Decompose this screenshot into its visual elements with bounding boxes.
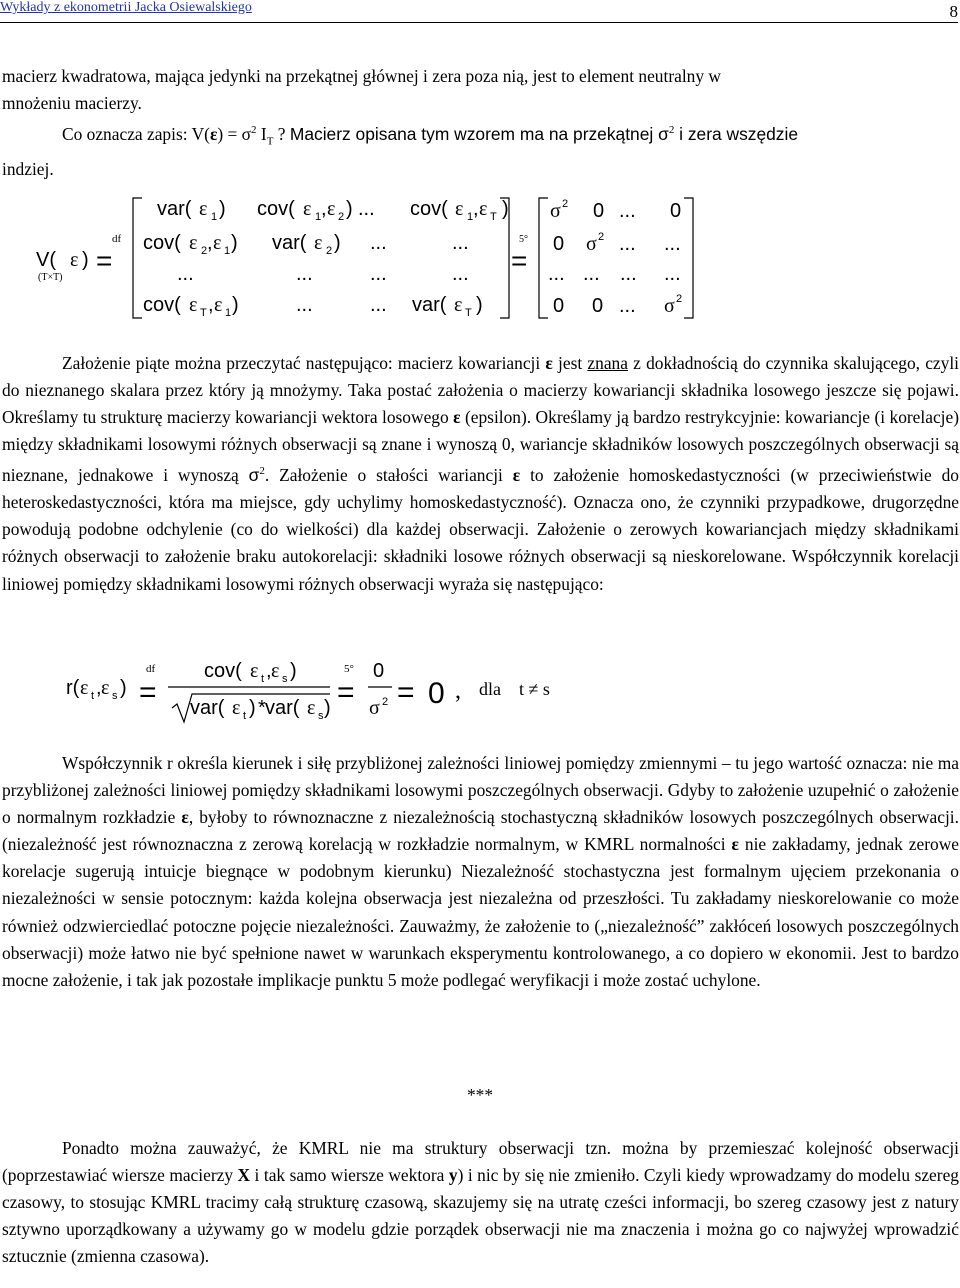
lhs-epsilon: ε (70, 249, 79, 271)
paragraph-intro: macierz kwadratowa, mająca jedynki na przekątnej głównej i zera poza nią, jest to element neutralny w mnożeniu macierzy. Co oznacza zapis: $V(\varepsilon) = \sigma^2$ $I_T$ ? Macierz opisana tym wzorem ma na przekątnej $\sigma^2$ i zera wszędzie indziej. (2, 66, 799, 179)
svg-text:2: 2 (382, 696, 389, 708)
m1-r2c3: ... (370, 232, 387, 254)
condition: t ≠ s (519, 679, 550, 699)
m2-r3c1: ... (548, 263, 565, 285)
svg-text:ε: ε (271, 660, 280, 682)
svg-text:ε: ε (214, 294, 223, 316)
numerator: cov( (204, 660, 242, 682)
equals-2: = (511, 245, 528, 276)
r-lhs: r( (66, 677, 80, 699)
paragraph-correlation: Współczynnik r określa kierunek i siłę przybliżonej zależności liniowej pomiędzy zmiennymi – tu jego wartość oznacza: nie ma przybliżonej zależności liniowej pomiędzy składnikami losowymi poszczególnych obserwacji. Gdyby to założenie uzupełnić o założenie o normalnym rozkładzie ε, byłoby to równoznaczne z niezależnością stochastyczną składników losowych poszczególnych obserwacji. (niezależność jest równoznaczna z zerową korelacją w rozkładzie normalnym, w KMRL normalności ε nie zakładamy, jednak zerowe korelacje sugerują intuicje biegnące w podobnym kierunku) Niezależność stochastyczna jest formalnym ujęciem przekonania o niezależności w sensie potocznym: każda kolejna obserwacja jest niezależna od przeszłości. Tu zakładamy nieskorelowanie co może również odzwierciedlać potoczne pojęcie niezależności. Zauważmy, że założenie to („niezależność” zakłóceń losowych poszczególnych obserwacji) może łatwo nie być spełnione nawet w warunkach eksperymentu kontrolowanego, a co dopiero w ekonomii. Jest to bardzo mocne założenie, i tak jak pozostałe implikacje punktu 5 może podlegać weryfikacji i może zostać uchylone. (2, 753, 959, 990)
df-label-2: df (146, 663, 156, 675)
svg-text:): ) (249, 697, 256, 719)
m1-r3c2: ... (296, 263, 313, 285)
m1-r2c2: var( (272, 232, 307, 254)
paragraph-assumption-5: Założenie piąte można przeczytać następująco: macierz kowariancji ε jest znana z dokładnością do czynnika skalującego, czyli do nieznanego skalara przez który ją mnożymy. Taka postać założenia o macierzy kowariancji składnika losowego jeszcze się pojawi. Określamy tu strukturę macierzy kowariancji wektora losowego ε (epsilon). Określamy ją bardzo restrykcyjnie: kowariancje (i korelacje) między składnikami losowymi różnych obserwacji są znane i wynoszą 0, wariancje składników losowych poszczególnych obserwacji są nieznane, jednakowe i wynoszą $\sigma^2$. Założenie o stałości wariancji ε to założenie homoskedastyczności (w przeciwieństwie do heteroskedastyczności, która ma miejsce, gdy uchylimy homoskedastyczność). Oznacza ono, że czynniki przypadkowe, drugorzędne powodują podobne odchylenie (co do wielkości) dla każdej obserwacji. Założenie o zerowych kowariancjach między składnikami różnych obserwacji to założenie braku autokorelacji: składniki losowe różnych obserwacji są nieskorelowane. Współczynnik korelacji liniowej pomiędzy składnikami losowymi różnych obserwacji wyraża się następująco: (2, 353, 960, 594)
lhs-dimension: (T×T) (38, 272, 63, 283)
svg-text:ε: ε (232, 697, 241, 719)
svg-text:): ) (232, 294, 239, 316)
m2-r2c3: ... (619, 233, 636, 255)
m2-r1c2: 0 (593, 200, 605, 222)
m1-r1c4: cov( (410, 198, 448, 220)
m2-r2c4: ... (664, 233, 681, 255)
svg-text:,: , (207, 232, 213, 254)
m1-r4c2: ... (296, 294, 313, 316)
page-number: 8 (949, 2, 958, 21)
df-label: df (112, 233, 122, 245)
sigma-denominator: σ (369, 697, 380, 719)
header-rule (0, 22, 958, 23)
svg-text:ε: ε (213, 232, 222, 254)
m2-r1c1: σ (550, 200, 561, 222)
section-separator: *** (466, 1085, 494, 1105)
equals-c: = (397, 676, 415, 709)
m2-r4c3: ... (619, 295, 636, 317)
svg-text:ε: ε (101, 677, 110, 699)
svg-text:*: * (258, 697, 266, 719)
assumption-5-label-2: 5° (344, 663, 354, 675)
m1-r4c1: cov( (143, 294, 181, 316)
svg-text:1: 1 (211, 211, 218, 223)
svg-text:): ) (334, 232, 341, 254)
m2-r4c1: 0 (553, 295, 565, 317)
correlation-equation (0, 650, 960, 730)
svg-text:,: , (473, 198, 479, 220)
m2-r1c4: 0 (670, 200, 682, 222)
left-bracket-2 (539, 198, 548, 318)
svg-text:t: t (261, 673, 265, 685)
right-bracket-2 (684, 198, 693, 318)
m2-r4c4: σ (664, 295, 675, 317)
svg-text:2: 2 (201, 245, 208, 257)
equals-b: = (337, 676, 355, 709)
svg-text:2: 2 (676, 293, 683, 305)
m1-r3c1: ... (177, 263, 194, 285)
assumption-5-label: 5° (519, 234, 528, 245)
svg-text:,: , (96, 677, 102, 699)
svg-text:ε: ε (454, 294, 463, 316)
svg-text:s: s (282, 673, 288, 685)
svg-text:,: , (321, 198, 327, 220)
svg-text:ε: ε (307, 697, 316, 719)
svg-text:ε: ε (199, 198, 208, 220)
svg-text:1: 1 (315, 211, 322, 223)
zero-result: 0 (428, 677, 445, 710)
svg-text:T: T (200, 307, 207, 319)
svg-text:ε: ε (303, 198, 312, 220)
svg-text:,: , (266, 660, 272, 682)
m1-r2c4: ... (452, 232, 469, 254)
lhs-v: V( (36, 249, 56, 271)
m1-r4c3: ... (370, 294, 387, 316)
svg-text:1: 1 (225, 307, 232, 319)
svg-text:s: s (318, 710, 324, 722)
denominator: var( (190, 697, 225, 719)
zero-numerator: 0 (373, 660, 385, 682)
m1-r4c4: var( (412, 294, 447, 316)
m2-r2c1: 0 (553, 233, 565, 255)
svg-text:ε: ε (479, 198, 488, 220)
svg-text:): ) (290, 660, 297, 682)
m1-r1c2: cov( (257, 198, 295, 220)
svg-text:): ) (231, 232, 238, 254)
svg-text:): ) (120, 677, 127, 699)
m2-r4c2: 0 (592, 295, 604, 317)
m1-r3c3: ... (370, 263, 387, 285)
m2-r1c3: ... (619, 200, 636, 222)
m1-r2c1: cov( (143, 232, 181, 254)
svg-text:ε: ε (327, 198, 336, 220)
svg-text:2: 2 (598, 231, 605, 243)
svg-text:2: 2 (562, 198, 569, 210)
lhs-close: ) (82, 249, 89, 271)
svg-text:T: T (465, 307, 472, 319)
svg-text:ε: ε (314, 232, 323, 254)
m2-r2c2: σ (586, 233, 597, 255)
svg-text:): ) (346, 198, 353, 220)
svg-text:,: , (208, 294, 214, 316)
svg-text:): ) (219, 198, 226, 220)
svg-text:): ) (502, 198, 509, 220)
equals-1: = (96, 245, 113, 276)
svg-text:): ) (324, 697, 331, 719)
covariance-matrix-equation (0, 180, 960, 330)
dla-label: dla (479, 679, 501, 699)
svg-text:s: s (112, 690, 118, 702)
svg-text:): ) (476, 294, 483, 316)
svg-text:2: 2 (326, 245, 333, 257)
m2-r3c3: ... (620, 263, 637, 285)
m1-r1c3: ... (358, 198, 375, 220)
equals-a: = (139, 676, 157, 709)
svg-text:ε: ε (189, 294, 198, 316)
svg-text:1: 1 (224, 245, 231, 257)
svg-text:ε: ε (455, 198, 464, 220)
svg-text:t: t (243, 710, 247, 722)
svg-text:1: 1 (467, 211, 474, 223)
paragraph-time-series: Ponadto można zauważyć, że KMRL nie ma struktury obserwacji tzn. można by przemieszać kolejność obserwacji (poprzestawiać wiersze macierzy X i tak samo wiersze wektora y) i nic by się nie zmieniło. Czyli kiedy wprowadzamy do modelu szereg czasowy, to stosując KMRL tracimy całą strukturę czasową, skazujemy się na utratę cześci informacji, bo szereg czasowy jest z natury sztywno uporządkowany a używamy go w modelu gdzie porządek obserwacji nie ma znaczenia i można go co najwyżej wprowadzić sztucznie (zmienna czasowa). (2, 1138, 959, 1267)
svg-text:T: T (490, 211, 497, 223)
m1-r1c1: var( (157, 198, 192, 220)
svg-text:2: 2 (338, 211, 345, 223)
trailing-comma: , (455, 678, 461, 704)
m1-r3c4: ... (452, 263, 469, 285)
svg-text:ε: ε (80, 677, 89, 699)
m2-r3c2: ... (583, 263, 600, 285)
svg-text:t: t (91, 690, 95, 702)
svg-text:ε: ε (189, 232, 198, 254)
left-bracket-1 (133, 198, 142, 318)
svg-text:var(: var( (265, 697, 300, 719)
svg-text:ε: ε (250, 660, 259, 682)
header-link[interactable]: Wykłady z ekonometrii Jacka Osiewalskiego (0, 0, 252, 15)
m2-r3c4: ... (664, 263, 681, 285)
